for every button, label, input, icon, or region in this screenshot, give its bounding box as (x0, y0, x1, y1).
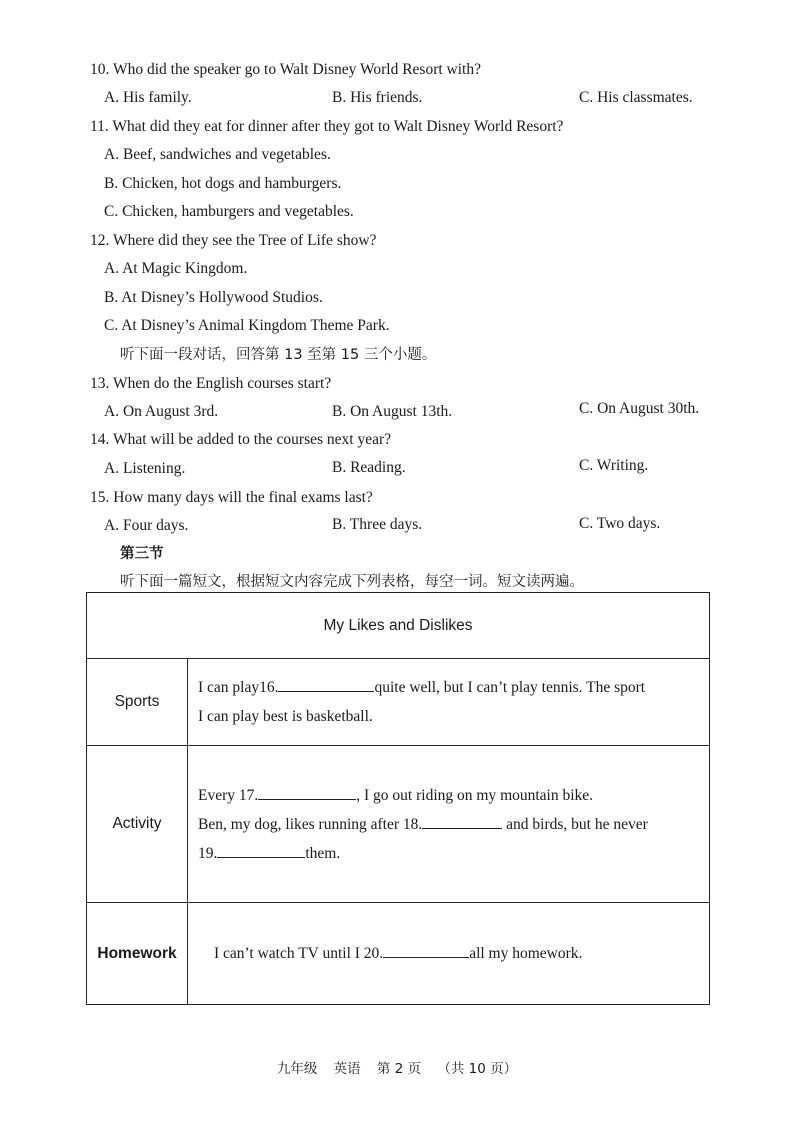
row-content-homework (188, 903, 710, 1005)
activity-line3-b: them. (305, 844, 341, 862)
activity-line1-a: Every 17. (198, 786, 259, 804)
homework-line1-b: all my homework. (469, 945, 583, 962)
section-3-instruction: 听下面一篇短文，根据短文内容完成下列表格，每空一词。短文读两遍。 (120, 574, 584, 590)
question-15-option-a: A. Four days. (104, 517, 189, 534)
question-14-option-c: C. Writing. (579, 457, 649, 474)
question-15-option-b: B. Three days. (332, 516, 423, 533)
question-14-stem: 14. What will be added to the courses next year? (90, 431, 392, 448)
question-15-option-c: C. Two days. (579, 515, 661, 532)
question-10-option-c: C. His classmates. (579, 89, 693, 106)
question-13-option-c: C. On August 30th. (579, 400, 700, 417)
activity-line2-a: Ben, my dog, likes running after 18. (198, 815, 423, 833)
sports-line2: I can play best is basketball. (198, 708, 373, 725)
row-content-sports (188, 659, 710, 746)
blank-20[interactable] (383, 943, 469, 958)
footer-total: （共 10 页） (437, 1061, 518, 1077)
footer-subject: 英语 (333, 1061, 361, 1077)
question-10-option-a: A. His family. (104, 89, 192, 106)
question-12-option-c: C. At Disney’s Animal Kingdom Theme Park. (104, 317, 390, 334)
question-12-stem: 12. Where did they see the Tree of Life show? (90, 232, 377, 249)
question-10-stem: 10. Who did the speaker go to Walt Disney World Resort with? (90, 61, 481, 78)
question-12-option-a: A. At Magic Kingdom. (104, 260, 248, 277)
question-11-option-c: C. Chicken, hamburgers and vegetables. (104, 203, 354, 220)
row-label-homework: Homework (87, 903, 188, 1005)
question-11-option-b: B. Chicken, hot dogs and hamburgers. (104, 175, 342, 192)
footer-page: 第 2 页 (376, 1061, 422, 1077)
likes-dislikes-table (86, 592, 710, 1005)
sports-line1-b: quite well, but I can’t play tennis. The sport (374, 679, 646, 696)
instruction-13-15: 听下面一段对话，回答第 13 至第 15 三个小题。 (120, 347, 437, 363)
sports-line1-a: I can play16. (198, 679, 279, 696)
question-11-stem: 11. What did they eat for dinner after they got to Walt Disney World Resort? (90, 118, 564, 135)
activity-line2-b: and birds, but he never (506, 815, 648, 833)
question-11-option-a: A. Beef, sandwiches and vegetables. (104, 146, 331, 163)
blank-17[interactable] (258, 785, 356, 800)
table-title: My Likes and Dislikes (87, 593, 710, 659)
question-15-stem: 15. How many days will the final exams last? (90, 489, 373, 506)
footer-grade: 九年级 (276, 1061, 318, 1077)
activity-line1-b: , I go out riding on my mountain bike. (356, 786, 594, 804)
question-10-option-b: B. His friends. (332, 89, 423, 106)
page-footer (0, 1057, 794, 1077)
blank-18[interactable] (422, 814, 502, 829)
question-13-option-a: A. On August 3rd. (104, 403, 219, 420)
homework-line1-a: I can’t watch TV until I 20. (214, 945, 384, 962)
question-13-option-b: B. On August 13th. (332, 403, 453, 420)
activity-line3-a: 19. (198, 844, 218, 862)
question-13-stem: 13. When do the English courses start? (90, 375, 332, 392)
row-label-sports: Sports (87, 659, 188, 746)
question-14-option-b: B. Reading. (332, 459, 406, 476)
blank-16[interactable] (278, 677, 374, 692)
section-3-heading: 第三节 (120, 546, 164, 562)
row-content-activity (188, 746, 710, 903)
row-label-activity: Activity (87, 746, 188, 903)
question-12-option-b: B. At Disney’s Hollywood Studios. (104, 289, 323, 306)
blank-19[interactable] (217, 843, 305, 858)
question-14-option-a: A. Listening. (104, 460, 186, 477)
